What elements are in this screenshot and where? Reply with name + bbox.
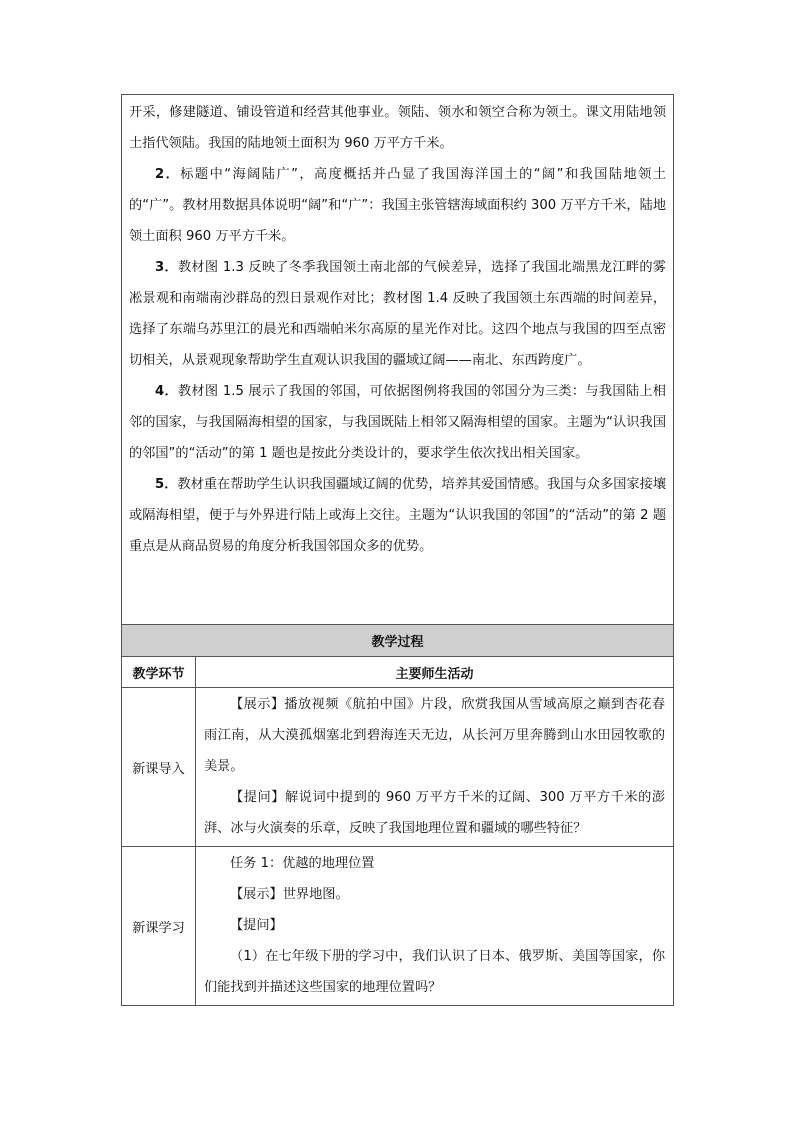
- paragraph-2-number: 2．: [155, 167, 181, 182]
- column-header-activities: 主要师生活动: [196, 657, 674, 688]
- table-row: [122, 688, 674, 847]
- textbook-analysis-cell: [122, 95, 674, 625]
- process-header-row: [122, 625, 674, 657]
- paragraph-1: 开采，修建隧道、铺设管道和经营其他事业。领陆、领水和领空合称为领土。课文用陆地领土指代领陆。我国的陆地领土面积为 960 万平方千米。: [129, 105, 667, 151]
- column-header-row: [122, 657, 674, 688]
- stage-cell: 新课导入: [122, 688, 196, 847]
- paragraph-3-text: 教材图 1.3 反映了冬季我国领土南北部的气候差异，选择了我国北端黑龙江畔的雾凇景观和南端南沙群岛的烈日景观作对比；教材图 1.4 反映了我国领土东西端的时间差异，选择了东端乌苏里江的晨光和西端帕米尔高原的星光作对比。这四个地点与我国的四至点密切相关，从景观现象帮助学生直观认识我国的疆域辽阔——南北、东西跨度广。: [129, 260, 667, 368]
- paragraph-4-text: 教材图 1.5 展示了我国的邻国，可依据图例将我国的邻国分为三类：与我国陆上相邻的国家，与我国隔海相望的国家，与我国既陆上相邻又隔海相望的国家。主题为“认识我国的邻国”的“活动”的第 1 题也是按此分类设计的，要求学生依次找出相关国家。: [129, 384, 667, 461]
- paragraph-4: [129, 376, 666, 469]
- document-page: [121, 94, 673, 1006]
- activity-line: （1）在七年级下册的学习中，我们认识了日本、俄罗斯、美国等国家，你们能找到并描述这些国家的地理位置吗？: [204, 949, 666, 995]
- activity-cell: [196, 847, 674, 1006]
- lesson-plan-table: [121, 94, 674, 1006]
- paragraph-3: [129, 252, 666, 376]
- analysis-row: [122, 95, 674, 625]
- activity-line: 【展示】播放视频《航拍中国》片段，欣赏我国从雪域高原之巅到杏花春雨江南，从大漠孤烟塞北到碧海连天无边，从长河万里奔腾到山水田园牧歌的美景。: [204, 697, 666, 774]
- paragraph-5-text: 教材重在帮助学生认识我国疆域辽阔的优势，培养其爱国情感。我国与众多国家接壤或隔海相望，便于与外界进行陆上或海上交往。主题为“认识我国的邻国”的“活动”的第 2 题重点是从商品贸易的角度分析我国邻国众多的优势。: [129, 477, 667, 554]
- activity-line: 【提问】解说词中提到的 960 万平方千米的辽阔、300 万平方千米的澎湃、冰与火演奏的乐章，反映了我国地理位置和疆域的哪些特征？: [204, 790, 666, 836]
- paragraph-5: [129, 469, 666, 562]
- stage-cell: 新课学习: [122, 847, 196, 1006]
- activity-line: 任务 1：优越的地理位置: [230, 856, 375, 871]
- paragraph-4-number: 4．: [155, 384, 178, 399]
- paragraph-3-number: 3．: [155, 260, 178, 275]
- paragraph-5-number: 5．: [155, 477, 178, 492]
- table-row: [122, 847, 674, 1006]
- activity-cell: [196, 688, 674, 847]
- activity-line: 【提问】: [230, 918, 283, 933]
- column-header-stage: 教学环节: [122, 657, 196, 688]
- process-title: 教学过程: [122, 625, 674, 657]
- activity-line: 【展示】世界地图。: [230, 887, 349, 902]
- paragraph-2-text: 标题中“海阔陆广”，高度概括并凸显了我国海洋国土的“阔”和我国陆地领土的“广”。教材用数据具体说明“阔”和“广”：我国主张管辖海域面积约 300 万平方千米，陆地领土面积 960 万平方千米。: [129, 167, 667, 244]
- paragraph-2: [129, 159, 666, 252]
